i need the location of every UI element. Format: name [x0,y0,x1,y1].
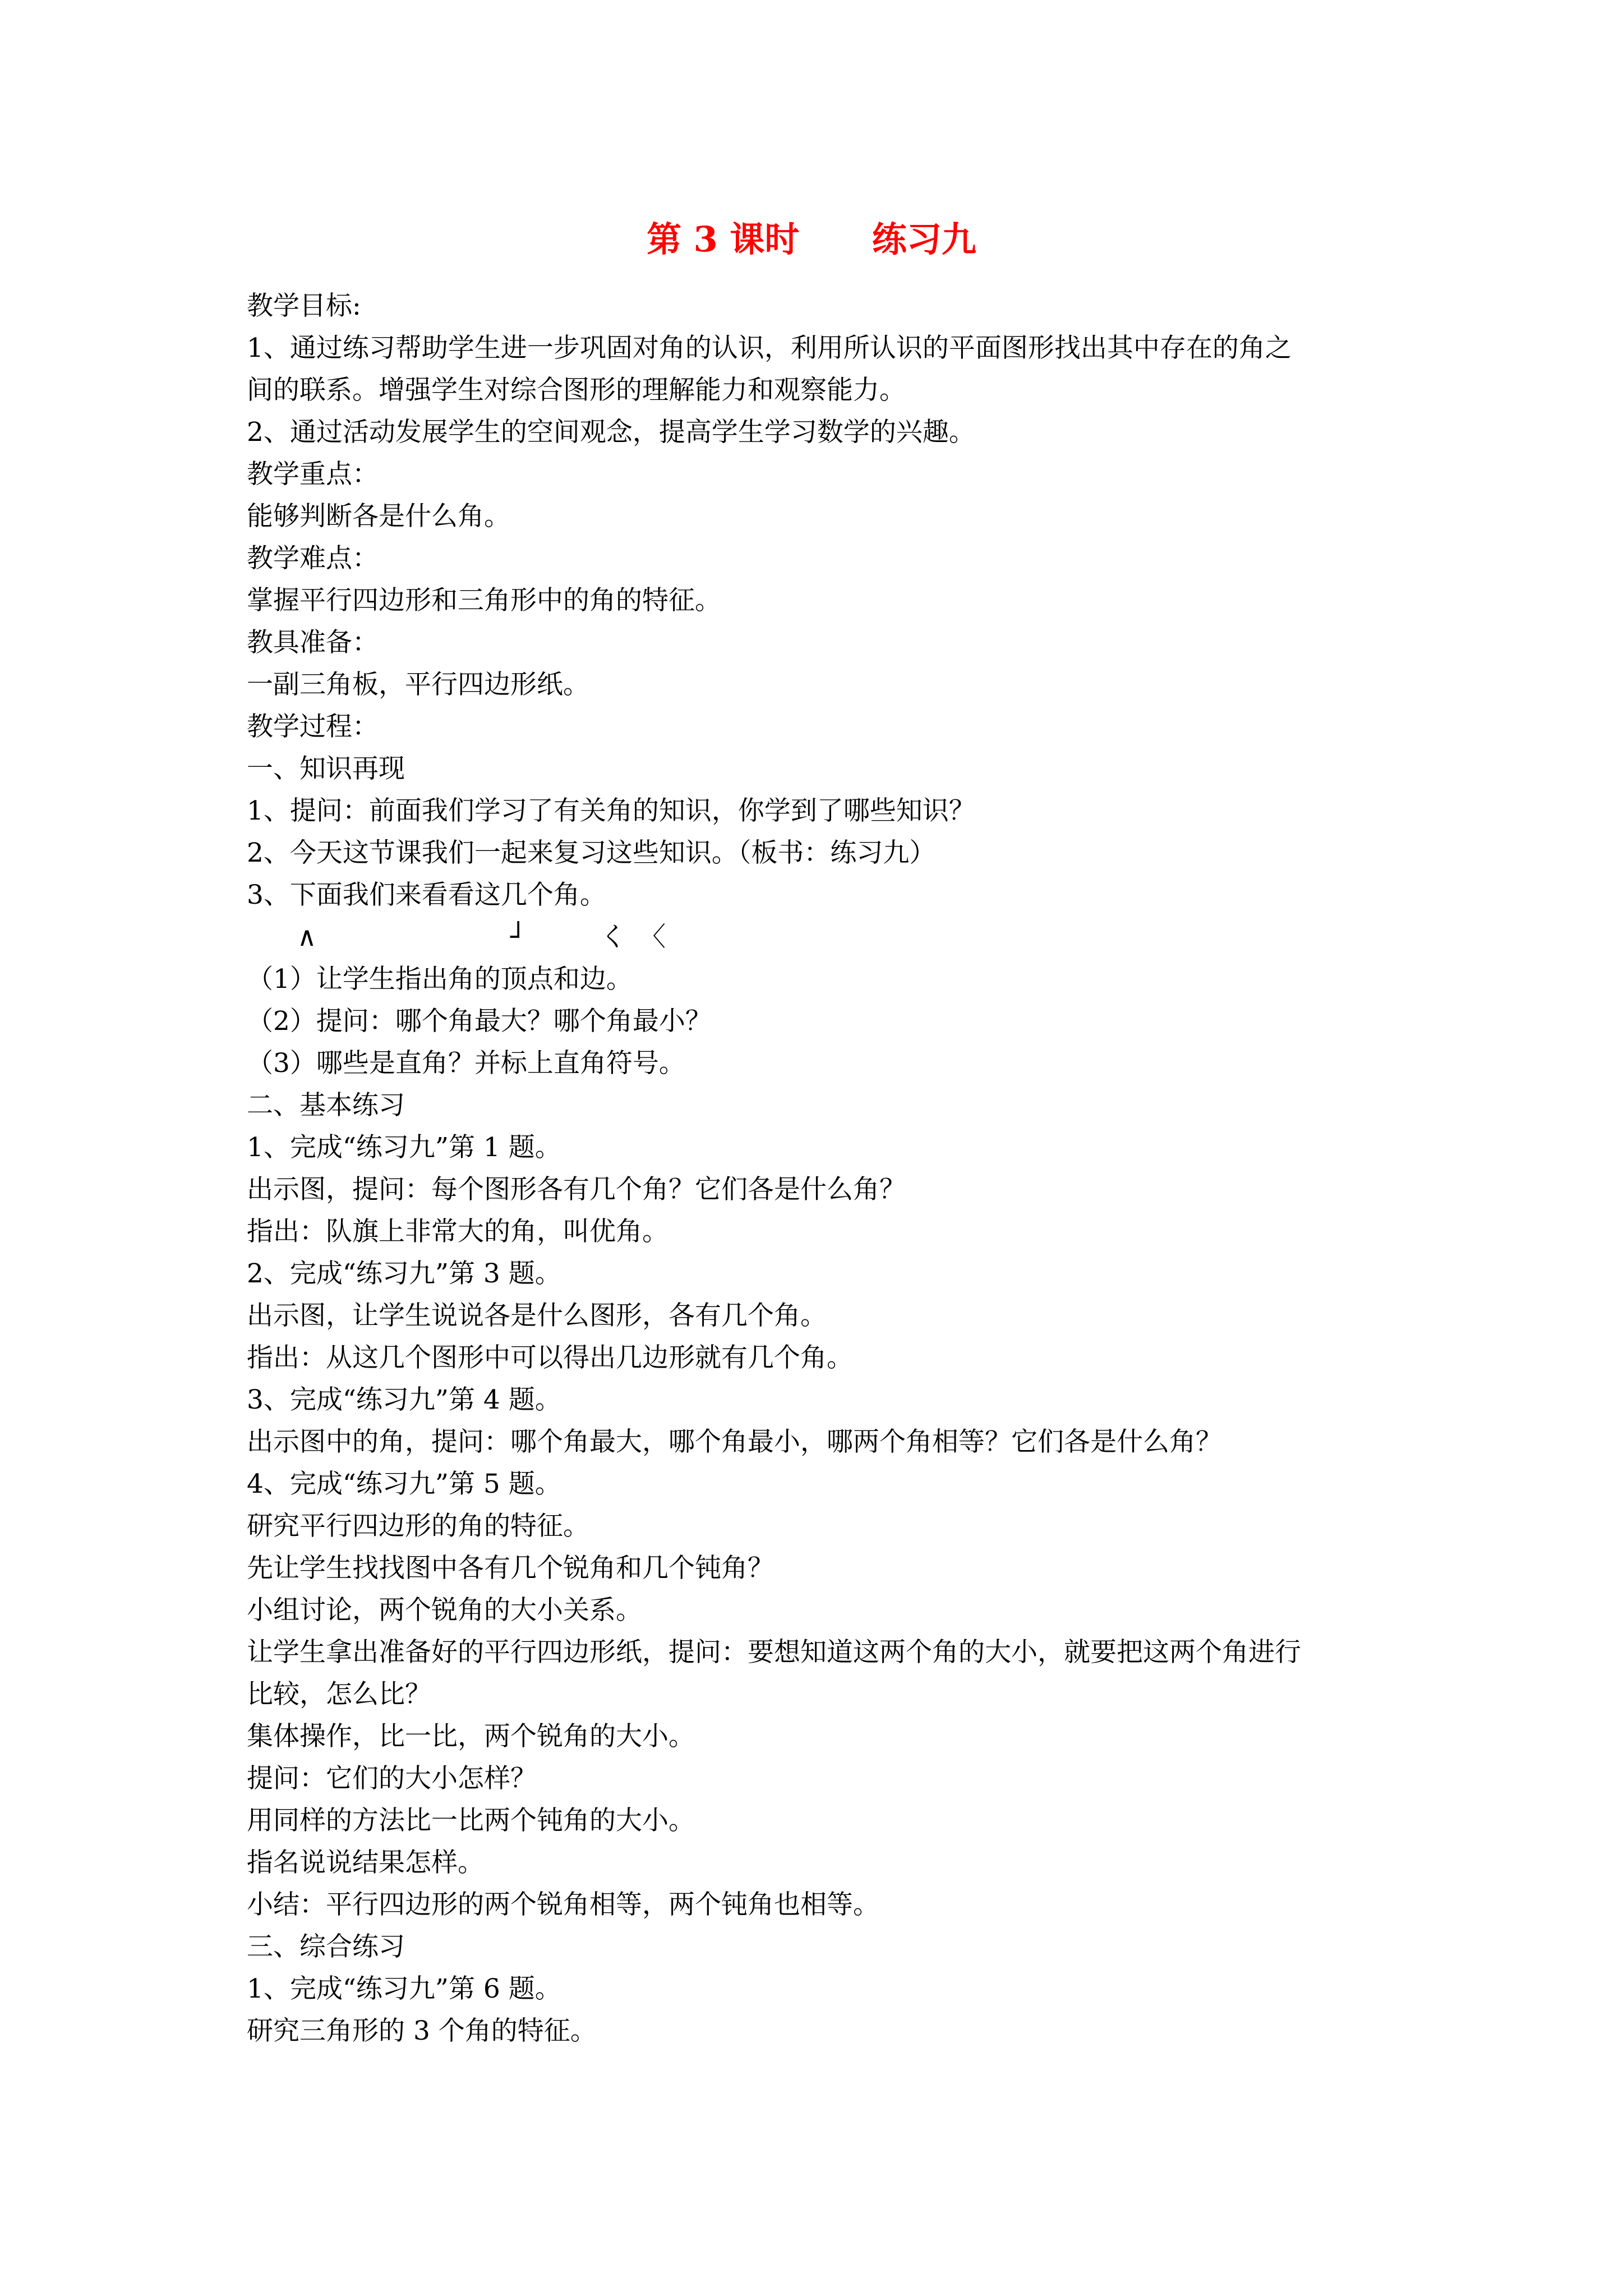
document-body [247,285,1391,2052]
text-line: 能够判断各是什么角。 [247,501,510,532]
text-line: 小组讨论，两个锐角的大小关系。 [247,1595,642,1626]
section-heading: 教具准备： [247,627,379,658]
angle-symbol: ┘ [510,922,527,953]
text-line: （3）哪些是直角？并标上直角符号。 [247,1048,685,1079]
text-line: 1、提问：前面我们学习了有关角的知识，你学到了哪些知识？ [247,795,975,826]
text-line: 3、下面我们来看看这几个角。 [247,880,606,910]
text-line: 2、通过活动发展学生的空间观念，提高学生学习数学的兴趣。 [247,417,975,448]
text-line: 先让学生找找图中各有几个锐角和几个钝角？ [247,1553,774,1584]
section-heading: 教学过程： [247,711,379,742]
angle-symbols-row [247,916,1391,958]
angle-symbol: く [600,922,626,953]
text-line: （2）提问：哪个角最大？哪个角最小？ [247,1006,712,1037]
text-line: 出示图中的角，提问：哪个角最大，哪个角最小，哪两个角相等？它们各是什么角？ [247,1427,1222,1457]
text-line: 一副三角板，平行四边形纸。 [247,669,589,700]
lesson-title: 第 3 课时 练习九 [647,219,976,260]
angle-symbol: ∧ [297,922,317,953]
text-line: 比较，怎么比？ [247,1679,431,1710]
text-line: 1、通过练习帮助学生进一步巩固对角的认识，利用所认识的平面图形找出其中存在的角之 [247,333,1292,364]
text-line: 2、完成“练习九”第 3 题。 [247,1258,561,1289]
text-line: 1、完成“练习九”第 1 题。 [247,1132,561,1163]
text-line: 1、完成“练习九”第 6 题。 [247,1973,561,2004]
text-line: 集体操作，比一比，两个锐角的大小。 [247,1721,695,1752]
text-line: 指名说说结果怎样。 [247,1847,484,1878]
text-line: 教学目标: [247,291,361,321]
text-line: 4、完成“练习九”第 5 题。 [247,1469,561,1499]
text-line: 提问：它们的大小怎样？ [247,1763,537,1794]
text-line: 掌握平行四边形和三角形中的角的特征。 [247,585,721,616]
text-line: 3、完成“练习九”第 4 题。 [247,1384,561,1415]
text-line: 出示图，让学生说说各是什么图形，各有几个角。 [247,1300,827,1331]
text-line: 研究三角形的 3 个角的特征。 [247,2016,597,2046]
text-line: 研究平行四边形的角的特征。 [247,1511,589,1542]
section-heading: 一、知识再现 [247,753,405,784]
section-heading: 二、基本练习 [247,1090,405,1121]
text-line: 指出：从这几个图形中可以得出几边形就有几个角。 [247,1342,853,1373]
section-heading: 教学难点： [247,543,379,574]
text-line: 让学生拿出准备好的平行四边形纸，提问：要想知道这两个角的大小，就要把这两个角进行 [247,1637,1301,1668]
text-line: 指出：队旗上非常大的角，叫优角。 [247,1216,668,1247]
section-heading: 三、综合练习 [247,1931,405,1962]
text-line: （1）让学生指出角的顶点和边。 [247,964,633,995]
text-line: 小结：平行四边形的两个锐角相等，两个钝角也相等。 [247,1889,879,1920]
angle-symbol: 〈 [639,922,666,953]
text-line: 2、今天这节课我们一起来复习这些知识。（板书：练习九） [247,838,936,868]
text-line: 出示图，提问：每个图形各有几个角？它们各是什么角？ [247,1174,906,1205]
section-heading: 教学重点： [247,459,379,490]
text-line: 用同样的方法比一比两个钝角的大小。 [247,1805,695,1836]
text-line: 间的联系。增强学生对综合图形的理解能力和观察能力。 [247,375,906,406]
